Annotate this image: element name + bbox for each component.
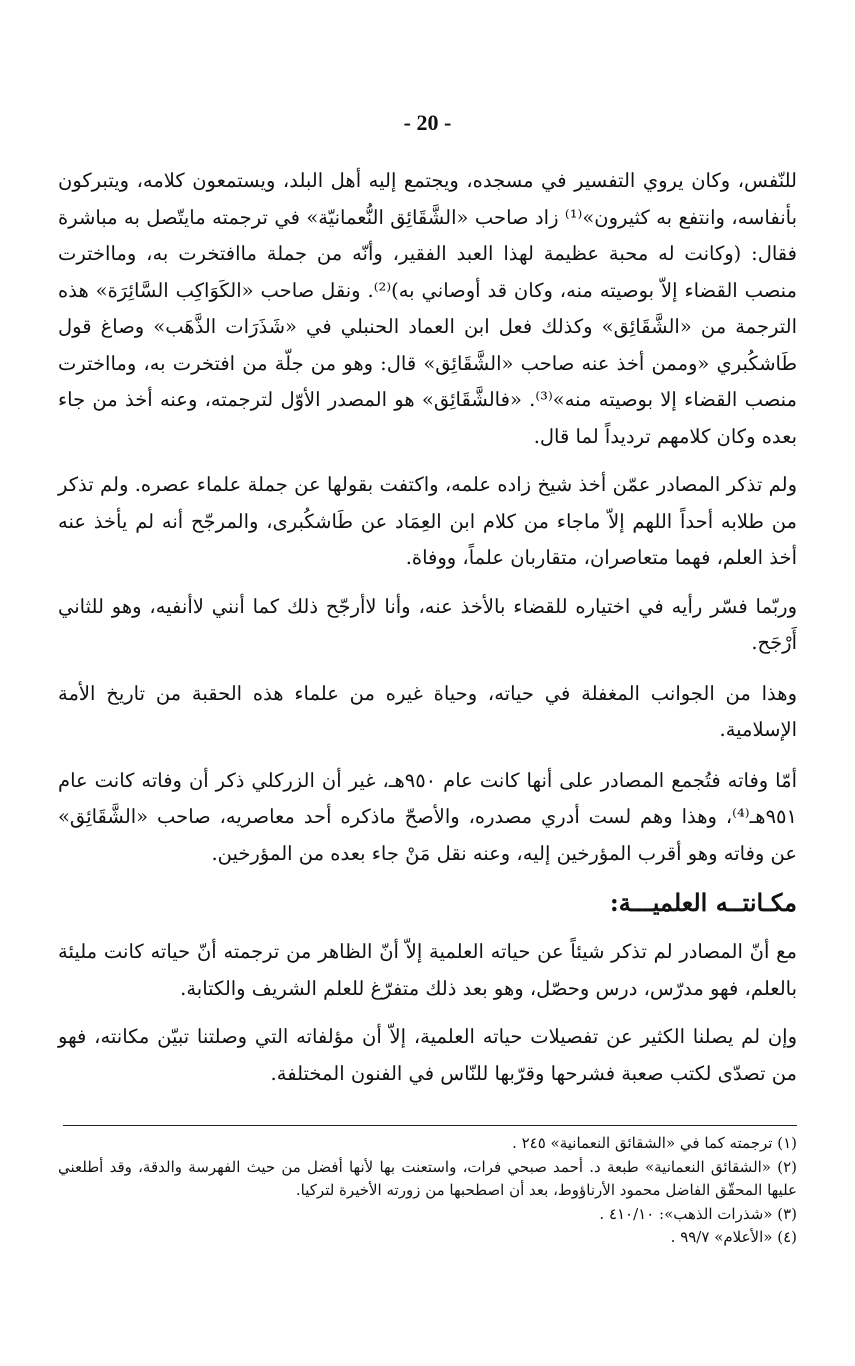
paragraph-2: ولم تذكر المصادر عمّن أخذ شيخ زاده علمه، واكتفت بقولها عن جملة علماء عصره. ولم تذكر من طلابه أحداً اللهم إلاّ ماجاء من كلام ابن العِمَاد عن طَاشكُبرى، والمرجّح أنه لم يأخذ عنه أخذ العلم، فهما متعاصران، متقاربان علماً، ووفاة. — [58, 473, 797, 569]
paragraph-5: أمّا وفاته فتُجمع المصادر على أنها كانت عام ٩٥٠هـ، غير أن الزركلي ذكر أن وفاته كانت عام ٩٥١هـ⁽⁴⁾، وهذا وهم لست أدري مصدره، والأصحّ ماذكره أحد معاصريه، صاحب «الشَّقَائِق» عن وفاته وهو أقرب المؤرخين إليه، وعنه نقل مَنْ جاء بعده من المؤرخين. — [58, 768, 797, 865]
paragraph-4: وهذا من الجوانب المغفلة في حياته، وحياة غيره من علماء هذه الحقبة من تاريخ الأمة الإسلامية. — [58, 681, 797, 741]
section-paragraph-1: مع أنّ المصادر لم تذكر شيئاً عن حياته العلمية إلاّ أنّ الظاهر من ترجمته أنّ حياته كانت مليئة بالعلم، فهو مدرّس، درس وحصّل، وهو بعد ذلك متفرّغ للعلم الشريف والكتابة. — [58, 940, 797, 1000]
footnote-2: (٢) «الشقائق النعمانية» طبعة د. أحمد صبحي فرات، واستعنت بها لأنها أفضل من حيث الفهرسة والدقة، وقد أطلعني عليها المحقّق الفاضل محمود الأرناؤوط، بعد أن اصطحبها من زورته الأخيرة لتركيا. — [58, 1157, 797, 1199]
paragraph-3: وربّما فسّر رأيه في اختياره للقضاء بالأخذ عنه، وأنا لاأرجّح ذلك كما أنني لاأنفيه، وهو للثاني أَرْجَح. — [58, 594, 797, 654]
main-text — [58, 163, 797, 1092]
footnote-divider — [63, 1125, 797, 1126]
paragraph-1: للنّفس، وكان يروي التفسير في مسجده، ويجتمع إليه أهل البلد، ويستمعون كلامه، ويتبركون بأنفاسه، وانتفع به كثيرون»⁽¹⁾ زاد صاحب «الشَّقَائِق النُّعمانيّة» في ترجمته مايتّصل به مباشرة فقال: (وكانت له محبة عظيمة لهذا العبد الفقير، وأنّه من جملة ماافتخرت به، ومااخترت منصب القضاء إلاّ بوصيته منه، وكان قد أوصاني به)⁽²⁾. ونقل صاحب «الكَوَاكِب السَّائِرَة» هذه الترجمة من «الشَّقَائِق» وكذلك فعل ابن العماد الحنبلي في «شَذَرَات الذَّهَب» وصاغ قول طَاشكُبري «وممن أخذ عنه صاحب «الشَّقَائِق» قال: وهو من جلّة من افتخرت به، ومااخترت منصب القضاء إلا بوصيته منه»⁽³⁾. «فالشَّقَائِق» هو المصدر الأوّل لترجمته، وعنه أخذ من جاء بعده وكان كلامهم ترديداً لما قال. — [58, 169, 798, 448]
section-paragraph-2: وإن لم يصلنا الكثير عن تفصيلات حياته العلمية، إلاّ أن مؤلفاته التي وصلتنا تبيّن مكانته، فهو من تصدّى لكتب صعبة فشرحها وقرّبها للنّاس في الفنون المختلفة. — [58, 1025, 797, 1085]
page-number: - 20 - — [403, 110, 452, 135]
footnote-3: (٣) «شذرات الذهب»: ٤١٠/١٠ . — [599, 1204, 797, 1223]
footnote-4: (٤) «الأعلام» ٩٩/٧ . — [670, 1228, 797, 1246]
footnotes — [58, 1132, 797, 1250]
footnote-1: (١) ترجمته كما في «الشقائق النعمانية» ٢٤٥ . — [512, 1134, 797, 1152]
section-heading: مكـانتــه العلميـــة: — [609, 888, 797, 917]
